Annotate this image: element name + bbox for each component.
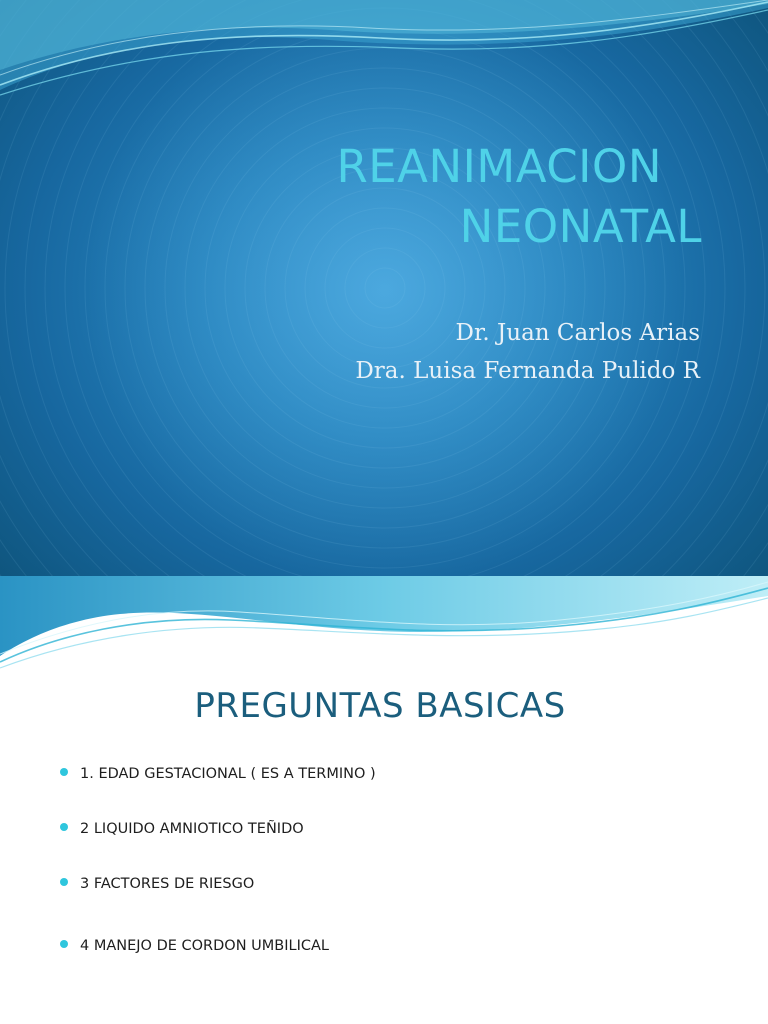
author-2: Dra. Luisa Fernanda Pulido R [355, 358, 700, 384]
authors-block [100, 314, 700, 390]
bullet-icon [60, 878, 68, 886]
bullet-icon [60, 768, 68, 776]
questions-list [60, 766, 740, 958]
title-line-2: NEONATAL [459, 200, 702, 253]
top-wave-decoration [0, 0, 768, 110]
questions-slide [0, 576, 768, 1024]
bullet-icon [60, 940, 68, 948]
list-item [60, 876, 740, 896]
slide2-heading: PREGUNTAS BASICAS [194, 686, 566, 726]
list-item [60, 766, 740, 786]
bullet-icon [60, 823, 68, 831]
list-item [60, 938, 740, 958]
slide-title [102, 137, 702, 257]
list-item-text: 4 MANEJO DE CORDON UMBILICAL [80, 938, 329, 954]
list-item-text: 1. EDAD GESTACIONAL ( ES A TERMINO ) [80, 766, 376, 782]
title-line-1: REANIMACION [336, 140, 662, 193]
list-item-text: 2 LIQUIDO AMNIOTICO TEÑIDO [80, 821, 304, 837]
slide2-wave-decoration [0, 576, 768, 676]
author-1: Dr. Juan Carlos Arias [455, 320, 700, 346]
list-item [60, 821, 740, 841]
list-item-text: 3 FACTORES DE RIESGO [80, 876, 255, 892]
